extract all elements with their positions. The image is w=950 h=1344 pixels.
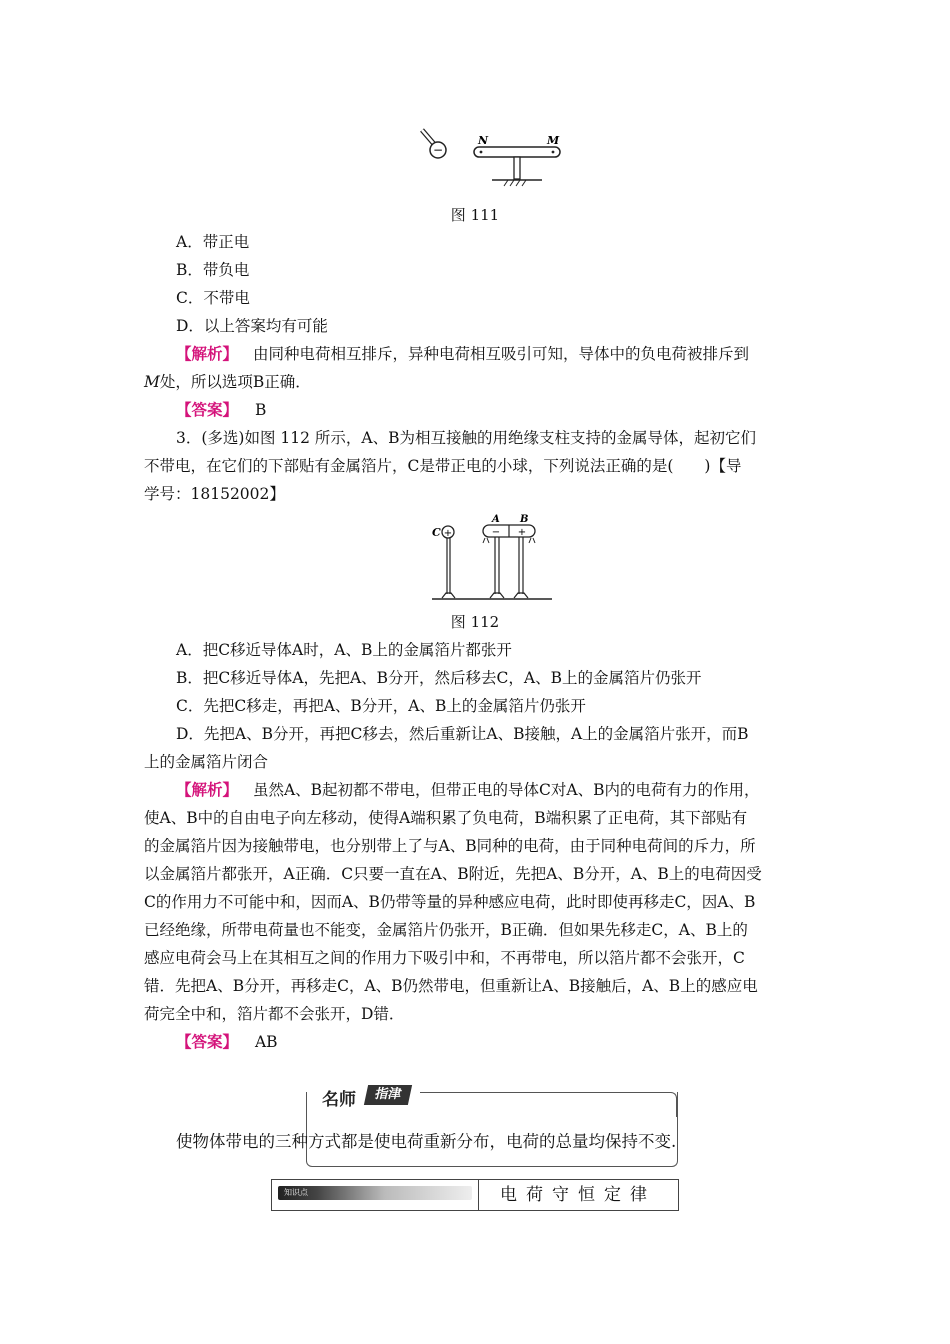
q3-analysis-text-1: 虽然A、B起初都不带电，但带正电的导体C对A、B内的电荷有力的作用，	[252, 781, 760, 799]
q3-option-d: D．先把A、B分开，再把C移去，然后重新让A、B接触，A上的金属箔片张开，而B	[176, 725, 749, 743]
q3-option-c: C．先把C移走，再把A、B分开，A、B上的金属箔片仍张开	[176, 697, 586, 715]
q3-analysis-line-7: 感应电荷会马上在其相互之间的作用力下吸引中和，不再带电，所以箔片都不会张开，C	[144, 949, 745, 967]
q2-option-c: C．不带电	[176, 289, 250, 307]
q3-analysis-line-9: 荷完全中和，箔片都不会张开，D错．	[144, 1005, 405, 1023]
q3-stem-line-1: 3．(多选)如图 112 所示，A、B为相互接触的用绝缘支柱支持的金属导体，起初它们	[176, 429, 756, 447]
q3-option-d-cont: 上的金属箔片闭合	[144, 753, 269, 771]
tip-box-top-edge	[420, 1092, 677, 1117]
q2-answer	[176, 400, 266, 420]
label-c: C	[432, 526, 441, 539]
q2-analysis-line-1	[176, 344, 749, 364]
tip-badge-label: 名师	[322, 1090, 356, 1110]
tip-badge-tag: 指津	[364, 1085, 412, 1105]
q3-option-b: B．把C移近导体A，先把A、B分开，然后移去C，A、B上的金属箔片仍张开	[176, 669, 702, 687]
q3-analysis-line-2: 使A、B中的自由电子向左移动，使得A端积累了负电荷，B端积累了正电荷，其下部贴有	[144, 809, 748, 827]
analysis-tag: 【解析】	[176, 780, 239, 799]
answer-tag: 【答案】	[176, 400, 239, 419]
figure-111-caption: 图 111	[450, 206, 500, 224]
analysis-tag: 【解析】	[176, 344, 239, 363]
label-b: B	[520, 514, 529, 525]
q2-analysis-text-2: 处，所以选项B正确．	[159, 373, 311, 391]
figure-112-caption: 图 112	[450, 613, 500, 631]
sign-b: +	[517, 527, 527, 538]
q2-analysis-m: M	[144, 373, 160, 391]
q3-analysis-line-4: 以金属箔片都张开，A正确．C只要一直在A、B附近，先把A、B分开，A、B上的电荷因受	[144, 865, 762, 883]
knowledge-point-bar	[278, 1186, 472, 1200]
q2-analysis-text-1: 由同种电荷相互排斥，异种电荷相互吸引可知，导体中的负电荷被排斥到	[252, 345, 749, 363]
conductor-bar	[474, 147, 560, 157]
negative-sign: −	[432, 143, 444, 157]
q2-option-b: B．带负电	[176, 261, 250, 279]
q3-analysis-line-8: 错．先把A、B分开，再移走C，A、B仍然带电，但重新让A、B接触后，A、B上的感应电	[144, 977, 758, 995]
q3-stem-line-3: 学号：18152002】	[144, 485, 285, 503]
knowledge-point-bar-cell	[272, 1180, 479, 1210]
q3-analysis-line-3: 的金属箔片因为接触带电，也分别带上了与A、B同种的电荷，由于同种电荷间的斥力，所	[144, 837, 756, 855]
label-m: M	[547, 134, 560, 147]
q3-analysis-line-5: C的作用力不可能中和，因而A、B仍带等量的异种感应电荷，此时即使再移走C，因A、B	[144, 893, 756, 911]
sign-a: −	[491, 527, 501, 538]
q3-answer-value: AB	[254, 1033, 278, 1051]
answer-tag: 【答案】	[176, 1032, 239, 1051]
knowledge-point-header	[271, 1179, 679, 1211]
knowledge-point-title: 电荷守恒定律	[500, 1185, 656, 1205]
q3-analysis-line-6: 已经绝缘，所带电荷量也不能变，金属箔片仍张开，B正确．但如果先移走C，A、B上的	[144, 921, 748, 939]
knowledge-point-bar-label: 知识点	[284, 1188, 308, 1197]
q2-analysis-line-2	[144, 372, 311, 392]
charged-rod	[422, 130, 446, 158]
figure-111-diagram	[410, 124, 580, 194]
q2-option-d: D．以上答案均有可能	[176, 317, 328, 335]
label-a: A	[492, 514, 500, 525]
q3-stem-line-2: 不带电，在它们的下部贴有金属箔片，C是带正电的小球，下列说法正确的是( )【导	[144, 457, 742, 475]
figure-112-diagram	[428, 512, 558, 604]
tip-text: 使物体带电的三种方式都是使电荷重新分布，电荷的总量均保持不变.	[176, 1132, 677, 1151]
q2-answer-value: B	[254, 401, 267, 419]
q2-option-a: A．带正电	[176, 233, 250, 251]
tip-badge	[306, 1082, 420, 1108]
label-n: N	[478, 134, 489, 147]
q3-analysis-line-1	[176, 780, 759, 800]
q3-option-a: A．把C移近导体A时，A、B上的金属箔片都张开	[176, 641, 512, 659]
insulating-stand	[514, 157, 520, 179]
q3-answer	[176, 1032, 278, 1052]
ball-sign: +	[443, 528, 453, 539]
